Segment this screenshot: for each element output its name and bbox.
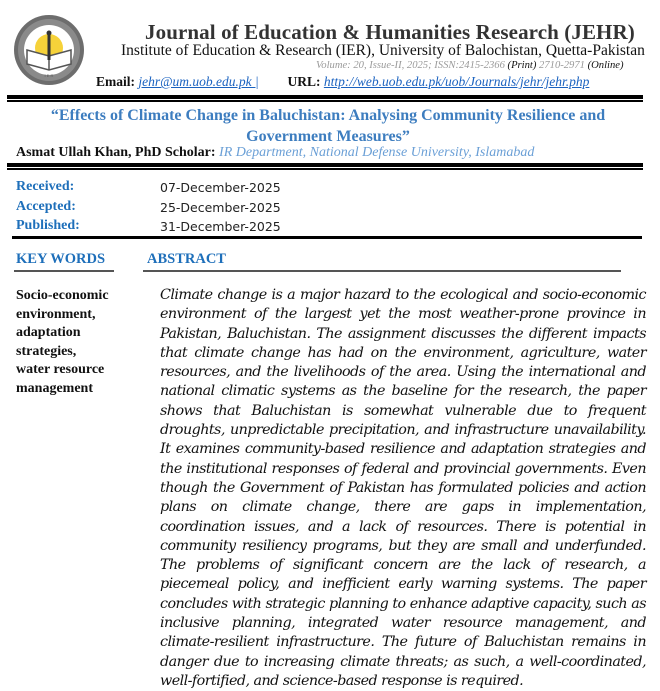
journal-title: Journal of Education & Humanities Research (JEHR) (145, 20, 635, 44)
keyword-line: Socio-economic (16, 288, 109, 303)
title-divider (7, 163, 643, 167)
date-label: Accepted: (16, 198, 76, 214)
author-line (16, 145, 534, 161)
email-label: Email: (96, 74, 135, 89)
journal-logo-icon (13, 14, 85, 86)
date-label: Received: (16, 179, 75, 194)
date-label: Published: (16, 218, 80, 233)
keyword-line: management (16, 380, 93, 396)
date-value: 07-December-2025 (160, 180, 281, 195)
keywords-underline (14, 270, 114, 272)
url-label: URL: (287, 74, 321, 89)
keywords-list (16, 287, 109, 399)
abstract-text: Climate change is a major hazard to the ecological and socio-economic environment of the largest yet the most weather-prone province in Pakistan, Baluchistan. The assignment discusses the different impacts that climate change has had on the environment, agriculture, water resources, and the livelihoods of the area. Using the international and national climatic systems as the baseline for the research, the paper shows that Baluchistan is somewhat vulnerable due to frequent droughts, unpredictable precipitation, and infrastructure unavailability. It examines community-based resilience and adaptation strategies and the institutional responses of federal and provincial governments. Even though the Government of Pakistan has formulated policies and action plans on climate change, there are gaps in implementation, coordination issues, and a lack of resources. There is potential in community resiliency programs, but they are small and underfunded. The problems of significant concern are the lack of research, a piecemeal policy, and inefficient early warning systems. The paper concludes with strategic planning to enhance adaptive capacity, such as inclusive planning, integrated water resource management, and climate-resilient infrastructure. The future of Baluchistan remains in danger due to increasing climate threats; as such, a well-coordinated, well-fortified, and science-based response is required. (160, 287, 646, 689)
keyword-line: water resource (16, 362, 105, 378)
institute-name: Institute of Education & Research (IER), University of Balochistan, Quetta-Pakistan (121, 42, 645, 59)
online-issn: 2710-2971 (539, 60, 585, 71)
title-divider-thin (7, 168, 643, 170)
date-value: 25-December-2025 (160, 199, 281, 215)
keywords-heading: KEY WORDS (16, 251, 106, 267)
keyword-line: adaptation (16, 325, 81, 341)
online-label: (Online) (587, 60, 624, 71)
keyword-line: environment, (16, 306, 96, 322)
header-divider (7, 95, 643, 99)
abstract-heading: ABSTRACT (147, 251, 226, 267)
svg-text:I E R: I E R (44, 73, 54, 78)
contact-line (96, 74, 589, 90)
paper-title: “Effects of Climate Change in Baluchistan: Analysing Community Resilience and Government Measures” (50, 107, 606, 145)
url-link[interactable]: http://web.uob.edu.pk/uob/Journals/jehr/jehr.php (323, 74, 590, 89)
print-label: (Print) (507, 60, 537, 71)
abstract-underline (143, 270, 621, 272)
author-name: Asmat Ullah Khan, PhD Scholar: (16, 145, 216, 160)
date-value: 31-December-2025 (160, 219, 281, 234)
header-divider-thin (7, 100, 643, 102)
dates-divider (12, 236, 642, 239)
author-affiliation: IR Department, National Defense University, Islamabad (219, 145, 535, 160)
email-link[interactable]: jehr@um.uob.edu.pk | (138, 74, 259, 89)
volume-issn-line (316, 60, 624, 71)
keyword-line: strategies, (16, 343, 77, 359)
volume-info: Volume: 20, Issue-II, 2025; ISSN:2415-2366 (316, 60, 505, 71)
